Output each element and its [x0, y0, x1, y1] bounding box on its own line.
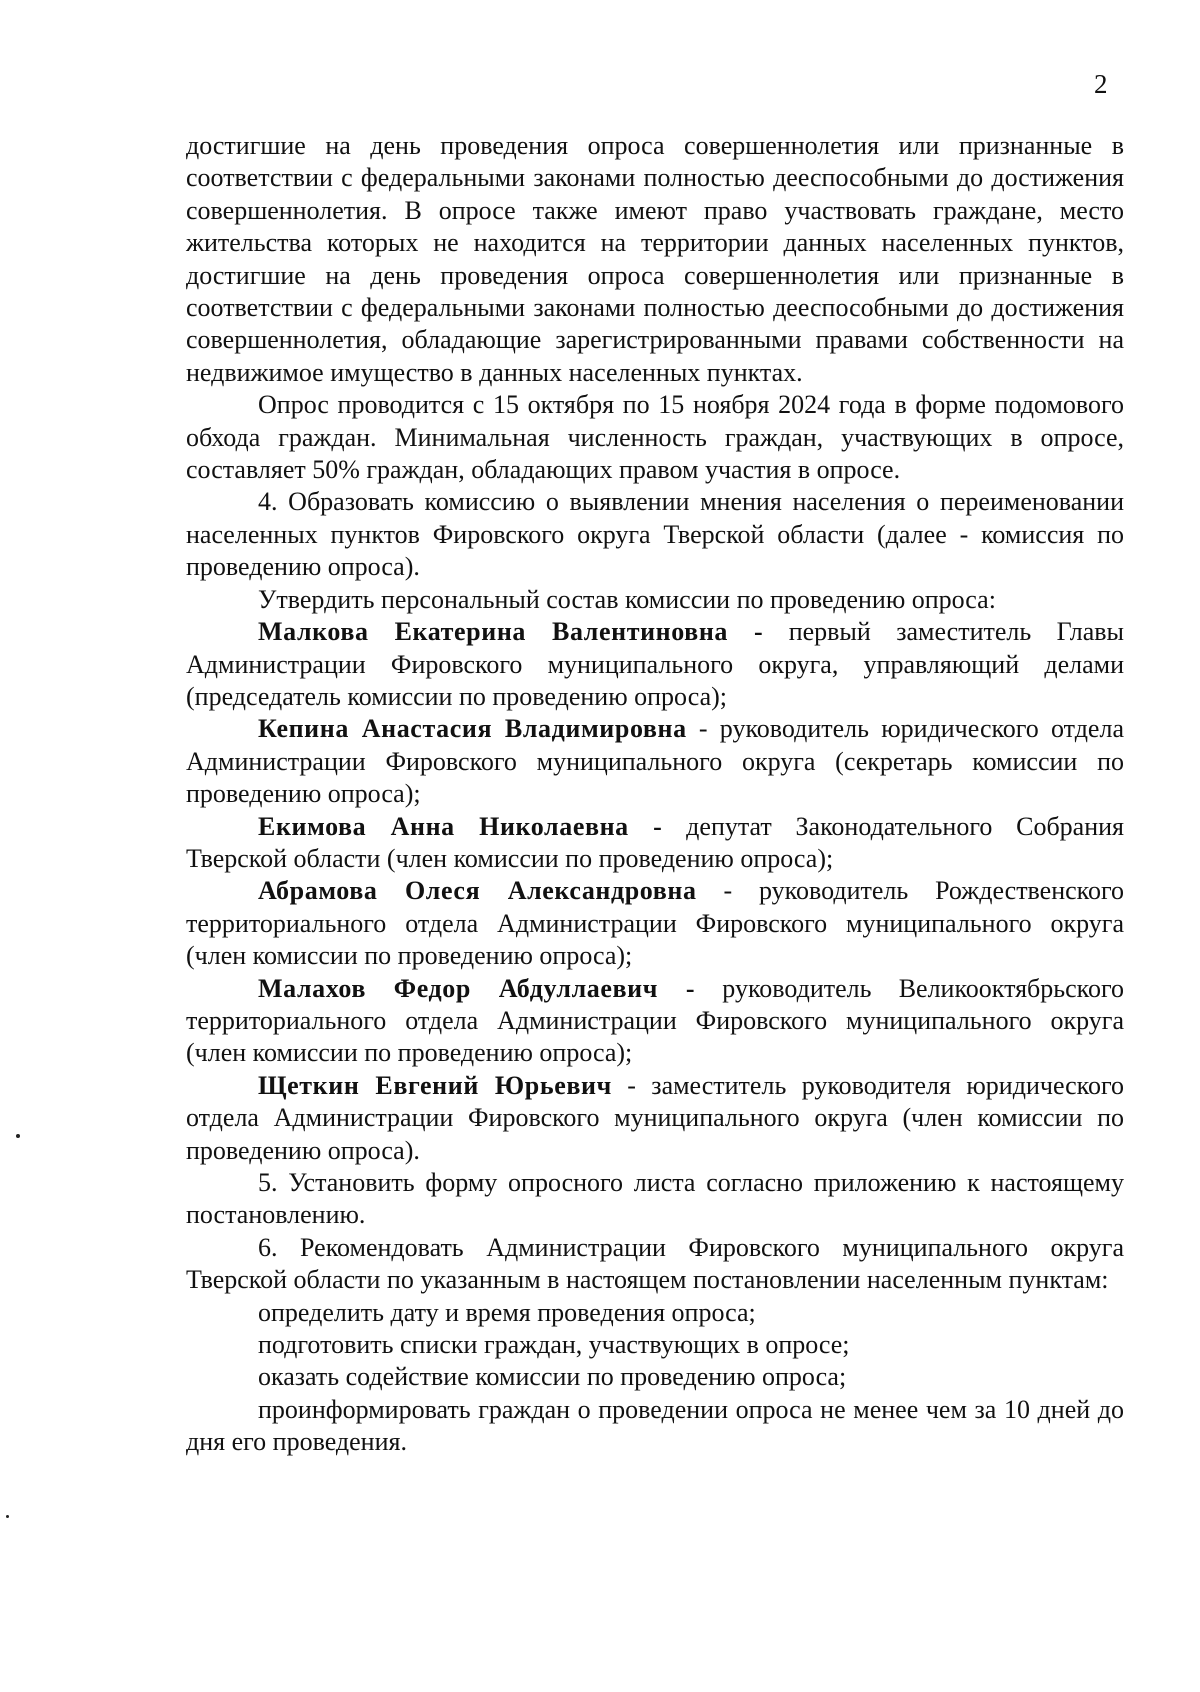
task-item: подготовить списки граждан, участвующих в опросе;	[258, 1330, 850, 1360]
commission-member	[186, 973, 1124, 1070]
member-role: - руководитель юридического отдела Администрации Фировского муниципального округа (секретарь комиссии по проведению опроса);	[186, 714, 1124, 809]
member-name: Щеткин Евгений Юрьевич	[258, 1070, 612, 1100]
member-name: Кепина Анастасия Владимировна	[258, 714, 687, 744]
member-name: Абрамова Олеся Александровна	[258, 876, 697, 906]
paragraph-eligibility: достигшие на день проведения опроса совершеннолетия или признанные в соответствии с федеральными законами полностью дееспособными до достижения совершеннолетия. В опросе также имеют право участвовать граждане, место жительства которых не находится на территории данных населенных пунктов, достигшие на день проведения опроса совершеннолетия или признанные в соответствии с федеральными законами полностью дееспособными до достижения совершеннолетия, обладающие зарегистрированными правами собственности на недвижимое имущество в данных населенных пунктах.	[186, 131, 1124, 387]
paragraph-item-5: 5. Установить форму опросного листа согласно приложению к настоящему постановлению.	[186, 1168, 1124, 1230]
paragraph-approve-commission: Утвердить персональный состав комиссии по проведению опроса:	[258, 584, 996, 614]
page-number: 2	[1094, 69, 1108, 99]
task-item: оказать содействие комиссии по проведению опроса;	[258, 1362, 847, 1392]
member-name: Малкова Екатерина Валентиновна -	[258, 617, 764, 647]
member-role: - заместитель руководителя юридического отдела Администрации Фировского муниципального округа (член комиссии по проведению опроса).	[186, 1070, 1124, 1165]
member-name: Екимова Анна Николаевна -	[258, 811, 663, 841]
commission-member	[186, 616, 1124, 713]
paragraph-item-4: 4. Образовать комиссию о выявлении мнения населения о переименовании населенных пунктов Фировского округа Тверской области (далее - комиссия по проведению опроса).	[186, 487, 1124, 582]
member-role: - руководитель Рождественского территориального отдела Администрации Фировского муниципального округа (член комиссии по проведению опроса);	[186, 876, 1125, 971]
task-item: проинформировать граждан о проведении опроса не менее чем за 10 дней до дня его проведения.	[186, 1394, 1124, 1457]
scan-speck	[6, 1515, 9, 1518]
member-role: депутат Законодательного Собрания Тверской области (член комиссии по проведению опроса);	[186, 811, 1124, 873]
member-role: первый заместитель Главы Администрации Фировского муниципального округа, управляющий делами (председатель комиссии по проведению опроса);	[186, 617, 1124, 711]
commission-member	[186, 1070, 1124, 1167]
commission-member	[186, 875, 1124, 972]
paragraph-item-6: 6. Рекомендовать Администрации Фировского муниципального округа Тверской области по указанным в настоящем постановлении населенным пунктам:	[186, 1232, 1124, 1295]
paragraph-survey-period: Опрос проводится с 15 октября по 15 ноября 2024 года в форме подомового обхода граждан. Минимальная численность граждан, участвующих в опросе, составляет 50% граждан, обладающих правом участия в опросе.	[186, 390, 1124, 485]
member-name: Малахов Федор Абдуллаевич -	[258, 973, 696, 1003]
document-body	[186, 130, 1124, 1459]
member-role: руководитель Великооктябрьского территориального отдела Администрации Фировского муниципального округа (член комиссии по проведению опроса);	[186, 973, 1124, 1068]
commission-member	[186, 811, 1124, 876]
commission-member	[186, 713, 1124, 810]
task-item: определить дату и время проведения опроса;	[258, 1297, 756, 1327]
scan-speck	[16, 1134, 20, 1138]
